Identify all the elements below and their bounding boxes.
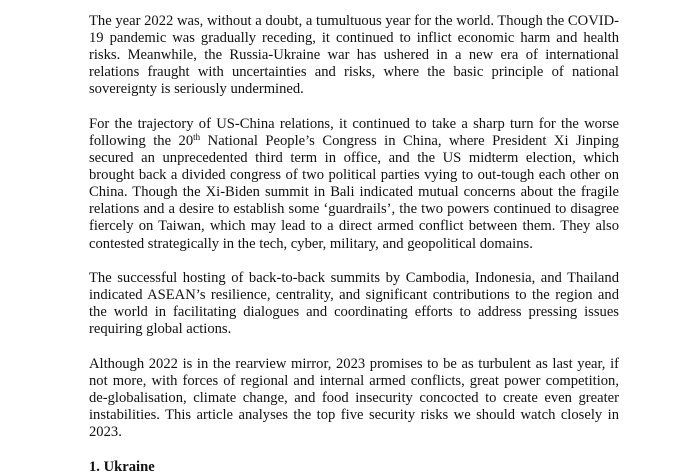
section-heading-ukraine: 1. Ukraine [89, 458, 155, 475]
paragraph-outlook: Although 2022 is in the rearview mirror, 2023 promises to be as turbulent as last year, if not more, with forces of regional and internal armed conflicts, great power competition, de-globalisation, climate change, and food insecurity concocted to create even greater instabilities. This article analyses the top five security risks we should watch closely in 2023. [89, 355, 619, 441]
paragraph-us-china-after: National People’s Congress in China, where President Xi Jinping secured an unprecedented third term in office, and the US midterm election, which brought back a divided congress of two political parties vying to out-tough each other on China. Though the Xi-Biden summit in Bali indicated mutual concerns about the fragile relations and a desire to establish some ‘guardrails’, the two powers continued to disagree fiercely on Taiwan, which may lead to a direct armed conflict between them. They also contested strategically in the tech, cyber, military, and geopolitical domains. [89, 132, 619, 252]
paragraph-intro: The year 2022 was, without a doubt, a tumultuous year for the world. Though the COVID-19 pandemic was gradually receding, it continued to inflict economic harm and health risks. Meanwhile, the Russia-Ukraine war has ushered in a new era of international relations fraught with uncertainties and risks, where the basic principle of national sovereignty is seriously undermined. [89, 13, 619, 98]
document-page [89, 13, 619, 476]
paragraph-asean: The successful hosting of back-to-back summits by Cambodia, Indonesia, and Thailand indicated ASEAN’s resilience, centrality, and significant contributions to the region and the world in facilitating dialogues and coordinating efforts to address pressing issues requiring global actions. [89, 270, 619, 338]
paragraph-us-china-before: For the trajectory of US-China relations, it continued to take a sharp turn for the worse following the 20 [89, 115, 619, 149]
paragraph-us-china [89, 116, 619, 253]
ordinal-suffix: th [193, 131, 201, 142]
